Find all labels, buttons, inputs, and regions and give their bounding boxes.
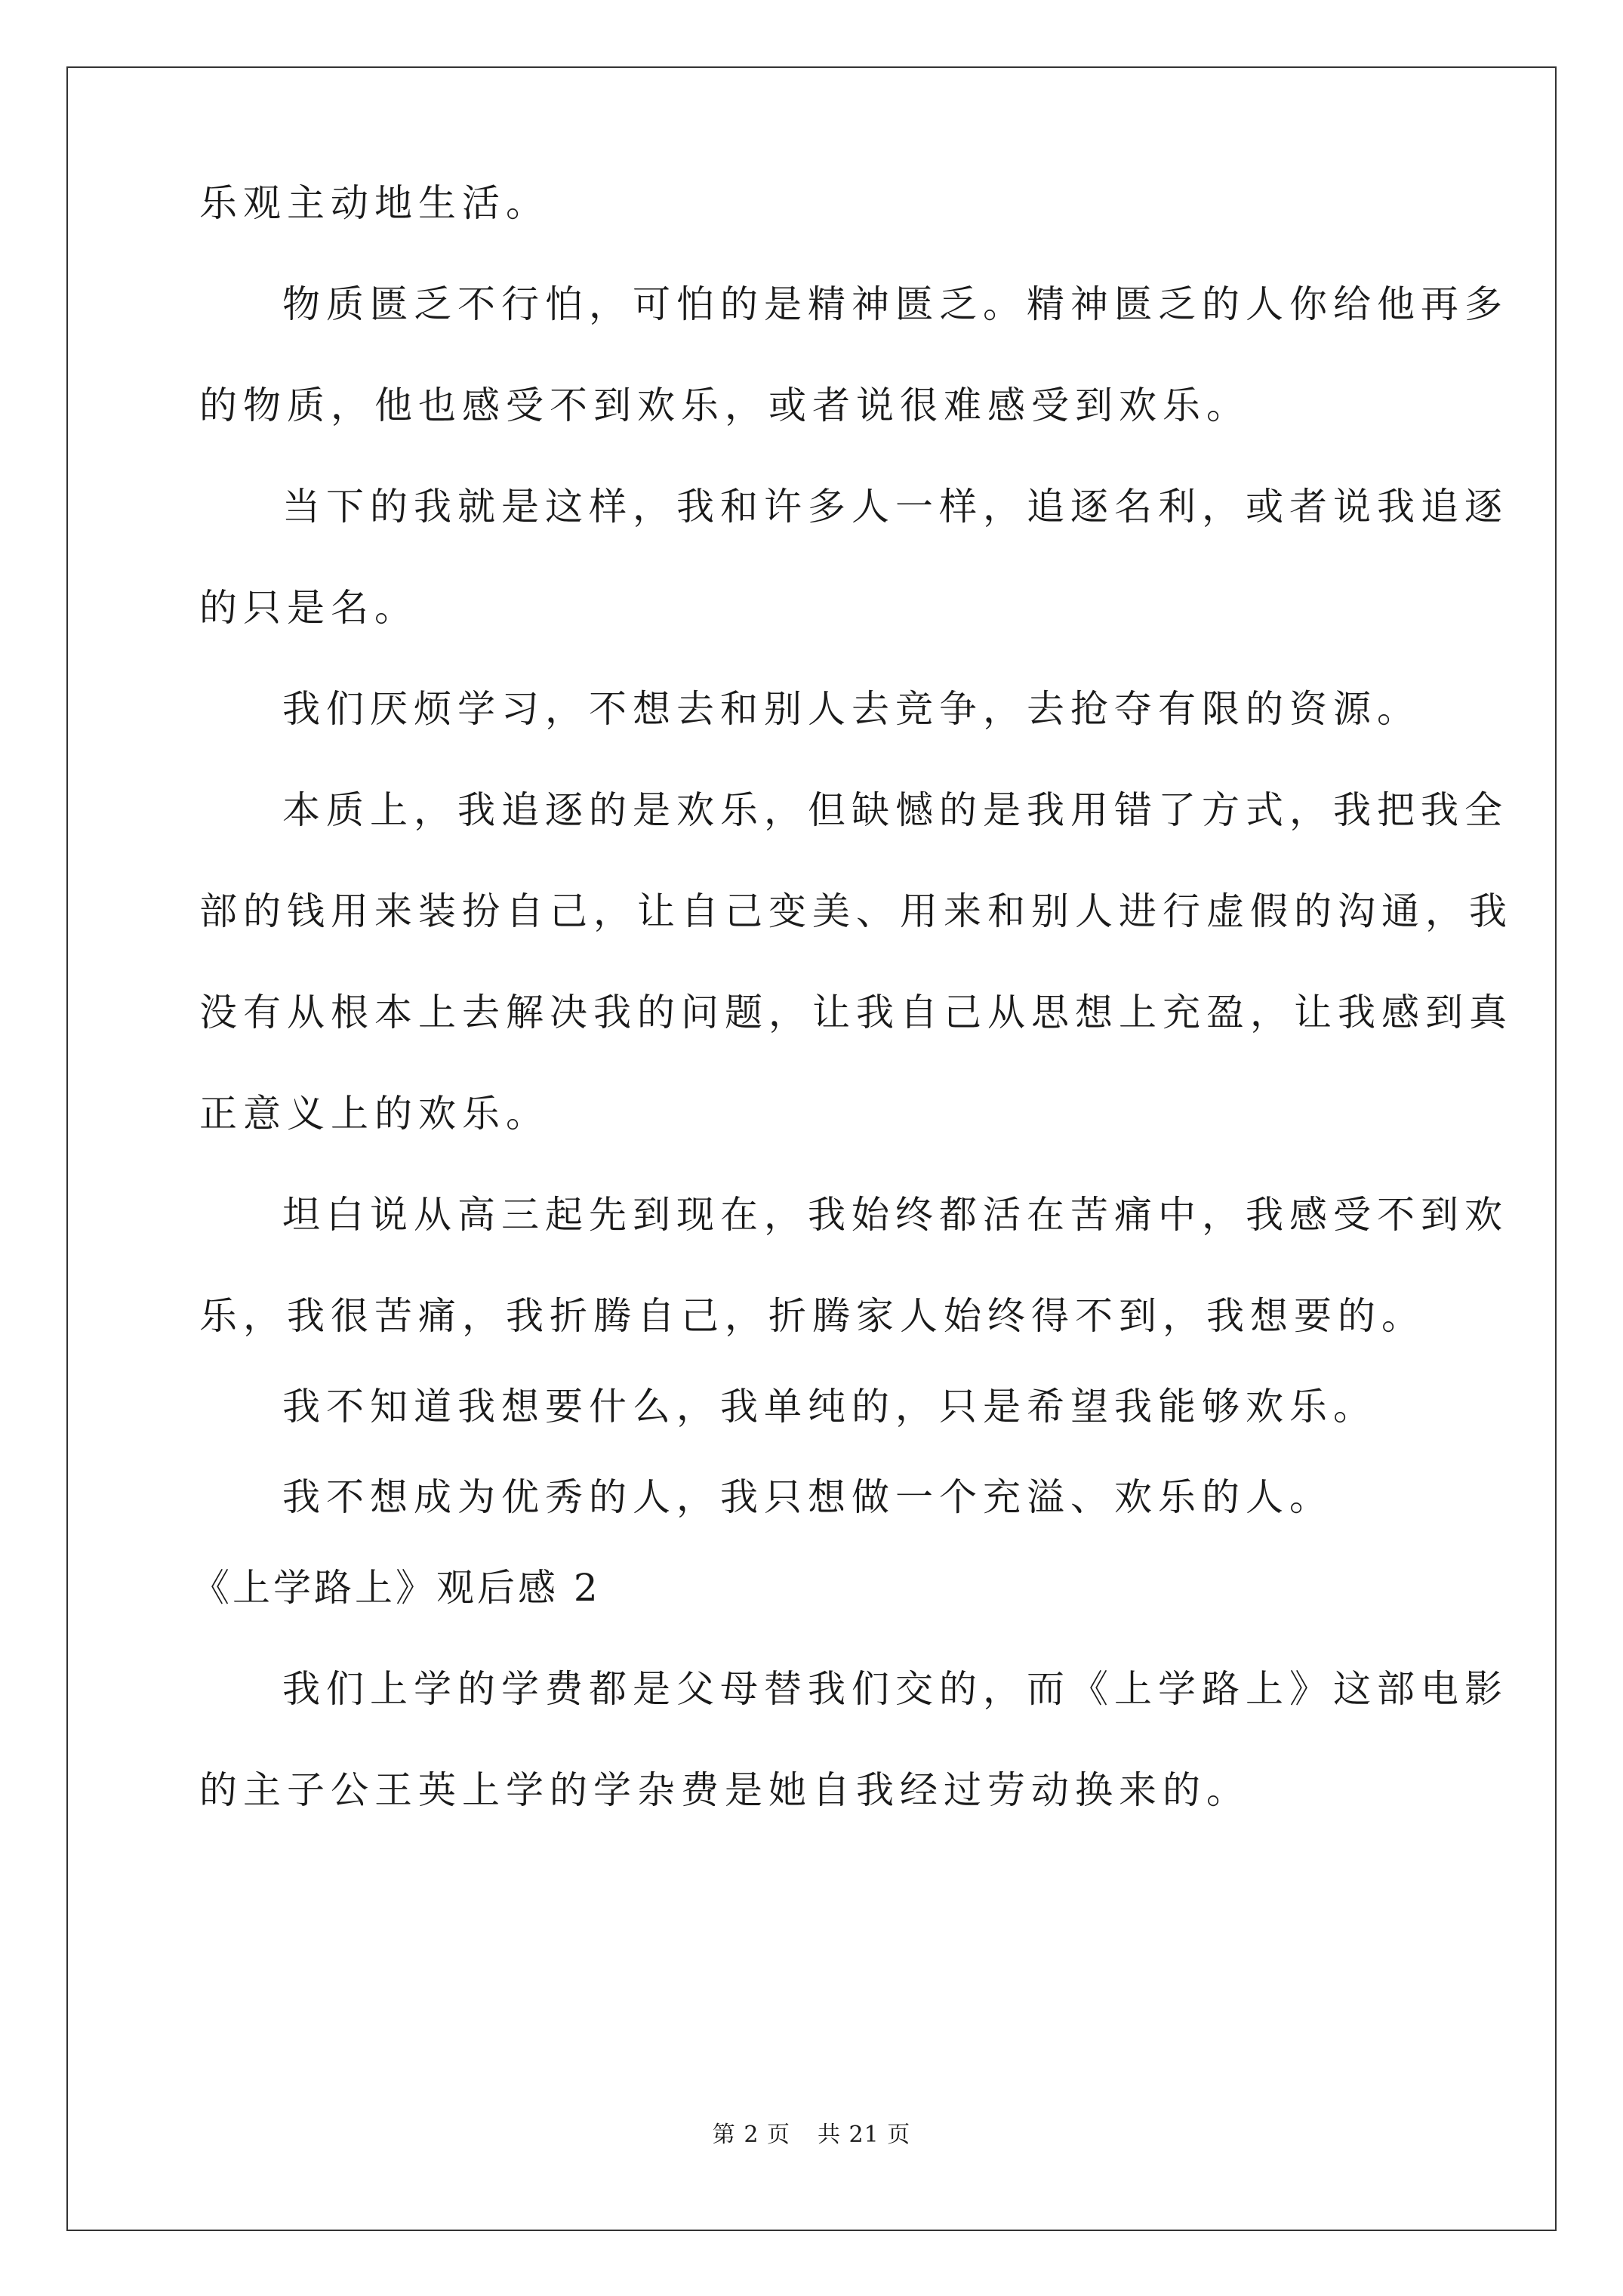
paragraph-line: 部的钱用来装扮自己，让自己变美、用来和别人进行虚假的沟通，我 bbox=[199, 889, 1513, 933]
paragraph-line: 乐观主动地生活。 bbox=[199, 181, 550, 225]
paragraph-line: 坦白说从高三起先到现在，我始终都活在苦痛中，我感受不到欢 bbox=[282, 1193, 1508, 1237]
document-body bbox=[192, 181, 1513, 1869]
paragraph-line: 我们厌烦学习，不想去和别人去竞争，去抢夺有限的资源。 bbox=[282, 687, 1421, 731]
paragraph-line: 我不想成为优秀的人，我只想做一个充溢、欢乐的人。 bbox=[282, 1475, 1333, 1519]
paragraph-line: 没有从根本上去解决我的问题，让我自己从思想上充盈，让我感到真 bbox=[199, 991, 1513, 1034]
paragraph-line: 的物质，他也感受不到欢乐，或者说很难感受到欢乐。 bbox=[199, 384, 1250, 427]
paragraph-line: 我不知道我想要什么，我单纯的，只是希望我能够欢乐。 bbox=[282, 1385, 1377, 1428]
paragraph-line: 我们上学的学费都是父母替我们交的，而《上学路上》这部电影 bbox=[282, 1667, 1508, 1711]
paragraph-line: 物质匮乏不行怕，可怕的是精神匮乏。精神匮乏的人你给他再多 bbox=[282, 282, 1508, 326]
paragraph-line: 当下的我就是这样，我和许多人一样，追逐名利，或者说我追逐 bbox=[282, 485, 1508, 529]
paragraph-line: 本质上，我追逐的是欢乐，但缺憾的是我用错了方式，我把我全 bbox=[282, 788, 1508, 832]
page-footer bbox=[0, 2122, 1623, 2149]
paragraph-line: 正意义上的欢乐。 bbox=[199, 1092, 550, 1136]
paragraph-line: 的只是名。 bbox=[199, 586, 418, 630]
section-heading: 《上学路上》观后感 2 bbox=[192, 1566, 601, 1610]
page-number: 第 2 页 bbox=[712, 2122, 790, 2148]
paragraph-line: 的主子公王英上学的学杂费是她自我经过劳动换来的。 bbox=[199, 1768, 1250, 1812]
page-total: 共 21 页 bbox=[817, 2122, 911, 2148]
paragraph-line: 乐，我很苦痛，我折腾自己，折腾家人始终得不到，我想要的。 bbox=[199, 1294, 1425, 1338]
